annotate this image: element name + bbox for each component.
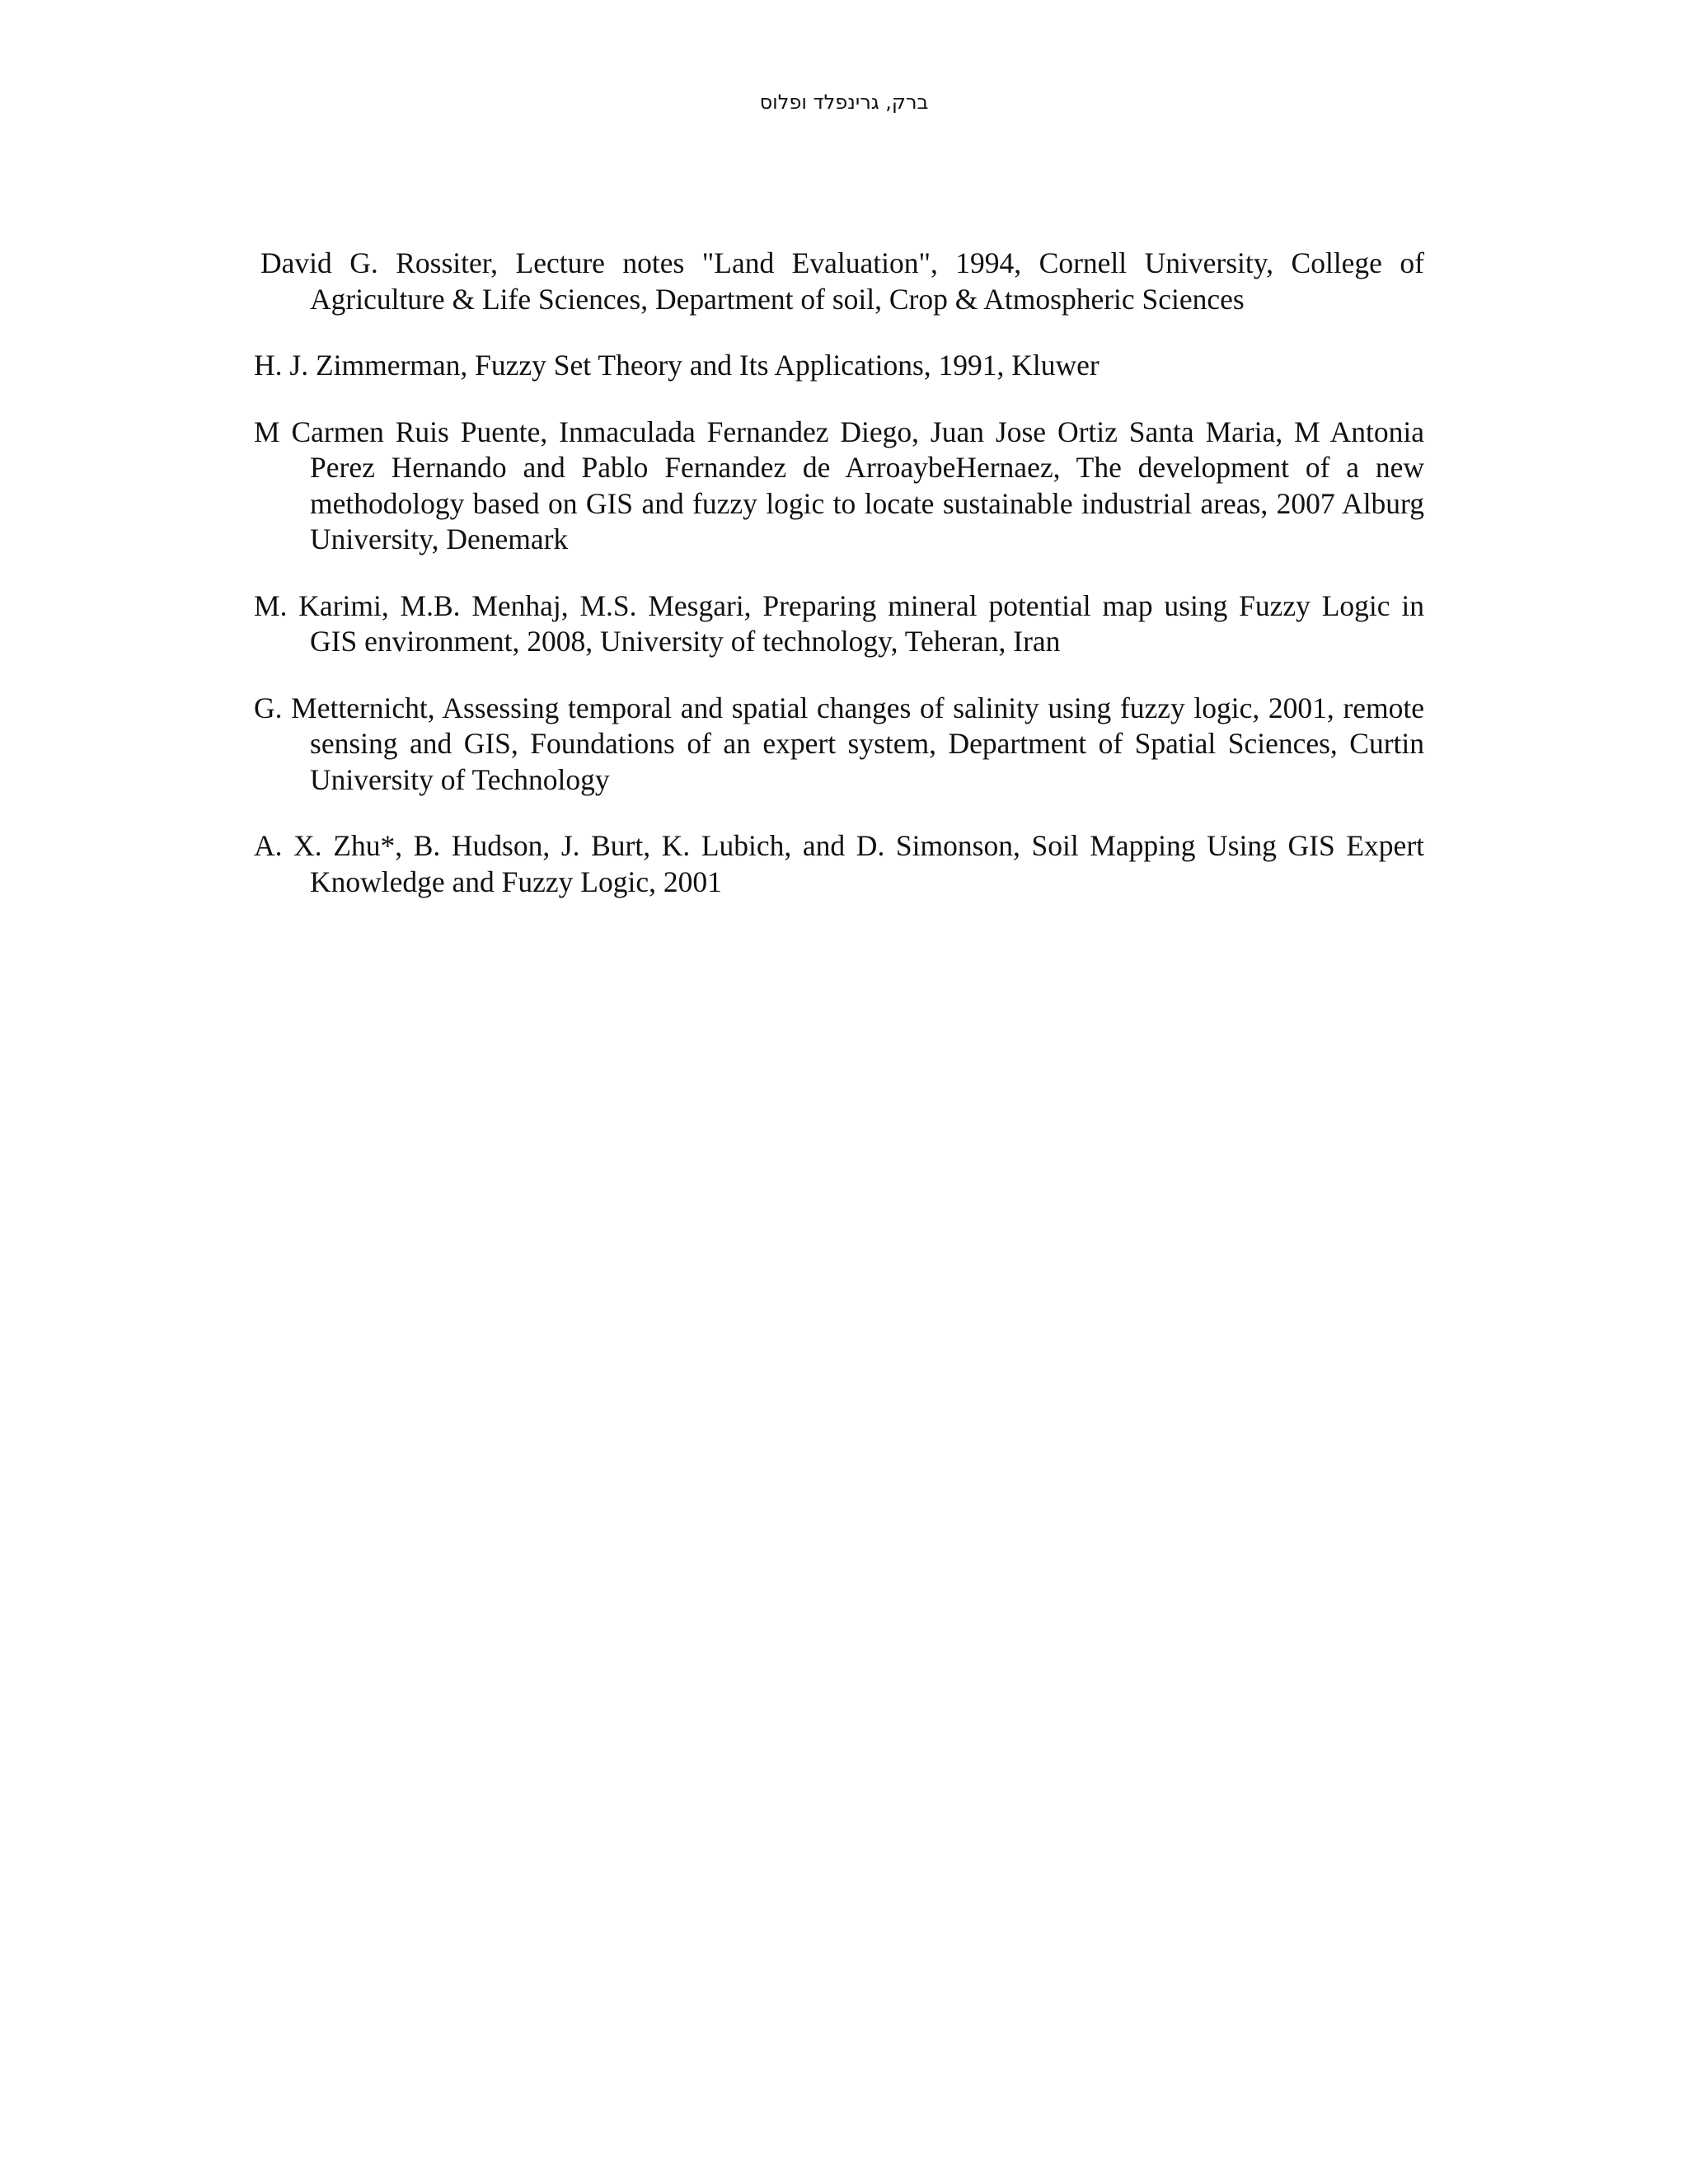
running-header: ברק, גרינפלד ופלוס [759,91,929,114]
reference-item: David G. Rossiter, Lecture notes "Land Evaluation", 1994, Cornell University, College of Agriculture & Life Sciences, Department of soil, Crop & Atmospheric Sciences [260,246,1424,316]
reference-item: M Carmen Ruis Puente, Inmaculada Fernandez Diego, Juan Jose Ortiz Santa Maria, M Antonia Perez Hernando and Pablo Fernandez de ArroaybeHernaez, The development of a new methodology based on GIS and fuzzy logic to locate sustainable industrial areas, 2007 Alburg University, Denemark [254,415,1424,555]
reference-list [254,246,1424,930]
reference-item: A. X. Zhu*, B. Hudson, J. Burt, K. Lubich, and D. Simonson, Soil Mapping Using GIS Expert Knowledge and Fuzzy Logic, 2001 [254,829,1424,898]
reference-item: G. Metternicht, Assessing temporal and spatial changes of salinity using fuzzy logic, 2001, remote sensing and GIS, Foundations of an expert system, Department of Spatial Sciences, Curtin University of Technology [254,691,1424,796]
reference-item: H. J. Zimmerman, Fuzzy Set Theory and Its Applications, 1991, Kluwer [254,349,1100,382]
reference-item: M. Karimi, M.B. Menhaj, M.S. Mesgari, Preparing mineral potential map using Fuzzy Logic in GIS environment, 2008, University of technology, Teheran, Iran [254,588,1424,658]
